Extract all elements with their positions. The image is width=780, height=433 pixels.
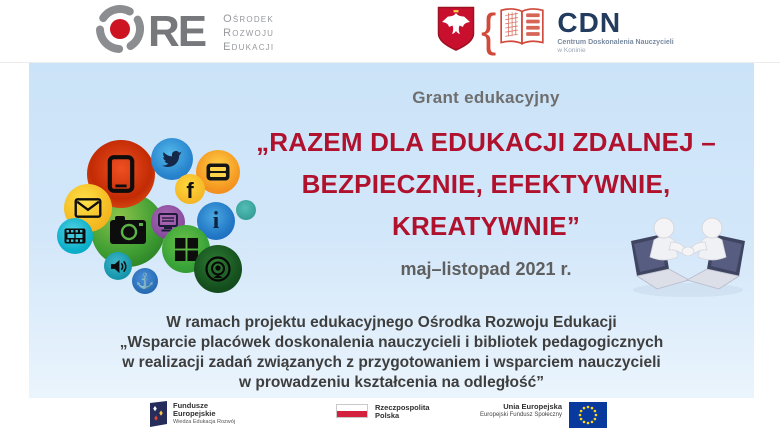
title-line1: „RAZEM DLA EDUKACJI ZDALNEJ –: [256, 127, 716, 157]
eu-line2: Europejski Fundusz Społeczny: [479, 412, 562, 418]
project-paragraph: [29, 313, 754, 393]
ore-name-line: Rozwoju: [223, 27, 275, 39]
eagle-shield-icon: [437, 5, 475, 58]
fe-line1: Fundusze: [173, 401, 208, 410]
poland-flag-icon: [336, 404, 368, 418]
cdn-logo: [437, 5, 674, 60]
cdn-acronym: CDN: [557, 7, 622, 38]
rp-line2: Polska: [375, 411, 400, 420]
unia-europejska-logo: [476, 402, 607, 433]
fundusze-europejskie-logo: [150, 401, 235, 432]
fe-flag-icon: [150, 401, 167, 432]
eu-line1: Unia Europejska: [503, 402, 562, 411]
cdn-brace: {: [481, 4, 497, 56]
cdn-text: [557, 5, 673, 54]
cdn-name-line2: w Koninie: [557, 47, 586, 54]
ore-circle-icon: [93, 2, 147, 61]
title-line3: KREATYWNIE”: [391, 211, 581, 241]
rzeczpospolita-polska-logo: [336, 404, 430, 420]
speaker-icon: [104, 252, 132, 280]
title-line2: BEZPIECZNIE, EFEKTYWNIE,: [301, 169, 671, 199]
paragraph-line1: W ramach projektu edukacyjnego Ośrodka Rozwoju Edukacji: [166, 314, 617, 331]
eu-text: [476, 402, 562, 419]
fe-text: [173, 401, 235, 426]
rp-text: [375, 404, 430, 420]
laptop-handshake-image: [623, 210, 753, 305]
date-range: maj–listopad 2021 r.: [400, 259, 572, 279]
open-book-icon: [497, 5, 547, 56]
film-icon: [57, 218, 93, 254]
funding-logo-bar: [0, 398, 780, 425]
anchor-icon: [132, 268, 158, 294]
cdn-name-line1: Centrum Doskonalenia Nauczycieli: [557, 39, 674, 46]
facebook-f: f: [186, 178, 194, 203]
facebook-icon: [175, 174, 205, 204]
logo-bar: [0, 0, 780, 63]
banner-panel: [29, 63, 754, 398]
ore-name-line: Edukacji: [223, 41, 275, 53]
ore-name: [223, 10, 274, 53]
anchor-glyph: ⚓: [135, 272, 155, 290]
ore-name-line: Ośrodek: [223, 13, 274, 25]
rp-line1: Rzeczpospolita: [375, 403, 430, 412]
fe-line3: Wiedza Edukacja Rozwój: [173, 419, 236, 425]
eu-flag-icon: [569, 402, 607, 433]
ore-logo: [93, 4, 274, 59]
info-i: i: [212, 208, 220, 234]
paragraph-line2: „Wsparcie placówek doskonalenia nauczycieli i bibliotek pedagogicznych: [119, 334, 664, 351]
kicker: Grant edukacyjny: [412, 88, 560, 107]
ore-letters: RE: [148, 6, 206, 56]
fe-line2: Europejskie: [173, 409, 216, 418]
paragraph-line4: w prowadzeniu kształcenia na odległość”: [239, 374, 544, 391]
paragraph-line3: w realizacji zadań związanych z przygotowaniem i wsparciem nauczycieli: [122, 354, 661, 371]
